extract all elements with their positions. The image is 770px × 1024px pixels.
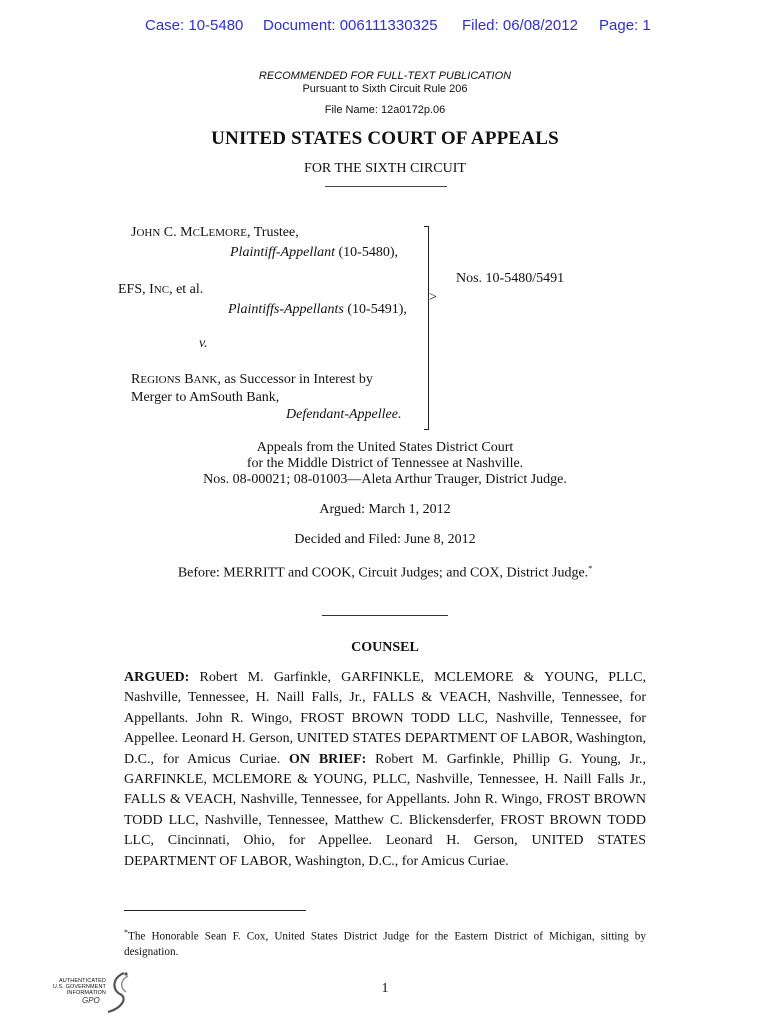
stamp-case: Case: 10-5480 bbox=[145, 17, 244, 34]
caption-bracket-arrow: > bbox=[429, 290, 437, 305]
counsel-paragraph bbox=[124, 668, 646, 872]
panel-footnote-marker: * bbox=[588, 564, 593, 573]
gpo-authentication-logo bbox=[30, 970, 140, 1014]
decided-date: Decided and Filed: June 8, 2012 bbox=[294, 532, 476, 547]
argued-counsel: Robert M. Garfinkle, GARFINKLE, MCLEMORE & YOUNG, PLLC, Nashville, Tennessee, H. Naill Falls, Jr., FALLS & VEACH, Nashville, Tennessee, for Appellants. John R. Wingo, FROST BROWN TODD LLC, Nashville, Tennessee, for Appellee. Leonard H. Gerson, UNITED STATES DEPARTMENT OF LABOR, Washington, D.C., for Amicus Curiae. bbox=[124, 670, 646, 767]
footnote-text: The Honorable Sean F. Cox, United States District Judge for the Eastern District of Michigan, sitting by designation. bbox=[124, 930, 646, 958]
logo-line-2: U.S. GOVERNMENT bbox=[52, 984, 106, 990]
appeal-line-3: Nos. 08-00021; 08-01003—Aleta Arthur Trauger, District Judge. bbox=[203, 472, 567, 487]
caption-bracket-top bbox=[424, 226, 429, 227]
footnote-divider bbox=[124, 910, 306, 911]
circuit-title: FOR THE SIXTH CIRCUIT bbox=[304, 161, 466, 176]
argued-date: Argued: March 1, 2012 bbox=[319, 502, 451, 517]
logo-line-3: INFORMATION bbox=[66, 990, 106, 996]
stamp-document: Document: 006111330325 bbox=[263, 17, 438, 34]
party-regions-line2: Merger to AmSouth Bank, bbox=[131, 390, 280, 405]
logo-gpo: GPO bbox=[82, 996, 100, 1005]
court-title: UNITED STATES COURT OF APPEALS bbox=[211, 128, 559, 149]
document-stamp bbox=[0, 17, 770, 39]
party-regions-role: Defendant-Appellee. bbox=[286, 407, 402, 422]
file-name: File Name: 12a0172p.06 bbox=[324, 104, 446, 116]
footnote bbox=[124, 925, 646, 960]
party-efs-role: Plaintiffs-Appellants (10-5491), bbox=[228, 302, 407, 317]
circuit-divider bbox=[325, 186, 447, 187]
stamp-page: Page: 1 bbox=[599, 17, 651, 34]
party-regions: REGIONS BANK, as Successor in Interest by bbox=[131, 372, 373, 387]
counsel-heading: COUNSEL bbox=[351, 640, 419, 655]
argued-label: ARGUED: bbox=[124, 670, 190, 685]
party-mclemore-role: Plaintiff-Appellant (10-5480), bbox=[230, 245, 398, 260]
panel-judges: Before: MERRITT and COOK, Circuit Judges; and COX, District Judge.* bbox=[177, 564, 593, 581]
page-number: 1 bbox=[381, 981, 389, 996]
brief-counsel: Robert M. Garfinkle, Phillip G. Young, Jr., GARFINKLE, MCLEMORE & YOUNG, PLLC, Nashville, Tennessee, H. Naill Falls Jr., FALLS & VEACH, Nashville, Tennessee, for Appellants. John R. Wingo, FROST BROWN TODD LLC, Nashville, Tennessee, Matthew C. Blickensderfer, FROST BROWN TODD LLC, Cincinnati, Ohio, for Appellee. Leonard H. Gerson, UNITED STATES DEPARTMENT OF LABOR, Washington, D.C., for Amicus Curiae. bbox=[124, 751, 646, 869]
gpo-eagle-icon bbox=[102, 970, 134, 1014]
logo-line-1: AUTHENTICATED bbox=[58, 978, 106, 984]
party-mclemore: JOHN C. MCLEMORE, Trustee, bbox=[131, 225, 299, 240]
caption-bracket bbox=[428, 226, 429, 430]
publication-rule: Pursuant to Sixth Circuit Rule 206 bbox=[302, 83, 468, 95]
caption-bracket-bottom bbox=[424, 429, 429, 430]
party-efs: EFS, INC, et al. bbox=[118, 282, 204, 297]
brief-label: ON BRIEF: bbox=[289, 751, 367, 767]
footnote-marker: * bbox=[124, 928, 128, 937]
section-divider bbox=[322, 615, 448, 616]
appeal-line-2: for the Middle District of Tennessee at Nashville. bbox=[246, 456, 524, 471]
publication-recommendation: RECOMMENDED FOR FULL-TEXT PUBLICATION bbox=[258, 70, 512, 82]
case-numbers: Nos. 10-5480/5491 bbox=[456, 271, 565, 286]
versus: v. bbox=[199, 336, 208, 351]
appeal-line-1: Appeals from the United States District Court bbox=[256, 440, 514, 455]
stamp-filed: Filed: 06/08/2012 bbox=[462, 17, 578, 34]
